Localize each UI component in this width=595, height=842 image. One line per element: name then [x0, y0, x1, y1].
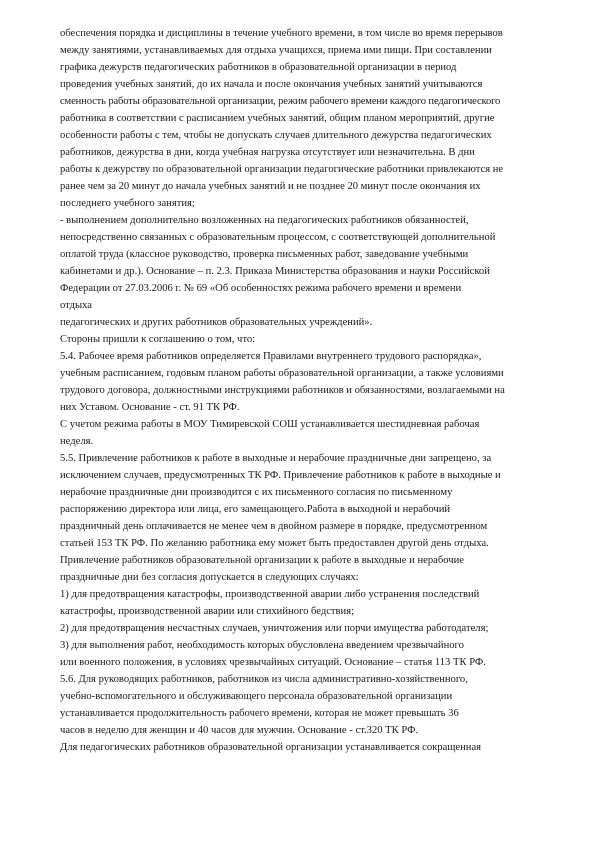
text-line: нерабочие праздничные дни производится с их письменного согласия по письменному [60, 487, 453, 498]
text-line: статьей 153 ТК РФ. По желанию работника ему может быть предоставлен другой день отдыха. [60, 538, 489, 549]
text-line: учебно-вспомогательного и обслуживающего персонала образовательной организации [60, 691, 453, 702]
text-line: отдыха [60, 300, 93, 311]
text-line: последнего учебного занятия; [60, 198, 195, 209]
text-line: исключением случаев, предусмотренных ТК РФ. Привлечение работников к работе в выходные и [60, 470, 501, 481]
text-line: работников, дежурства в дни, когда учебная нагрузка отсутствует или незначительна. В дни [60, 147, 475, 158]
text-line: 3) для выполнения работ, необходимость которых обусловлена введением чрезвычайного [60, 640, 464, 651]
text-line: праздничный день оплачивается не менее чем в двойном размере в порядке, предусмотренном [60, 521, 488, 532]
text-line: распоряжению директора или лица, его замещающего.Работа в выходной и нерабочий [60, 504, 451, 515]
text-line: праздничные дни без согласия допускается в следующих случаях: [60, 572, 359, 583]
text-line: 5.6. Для руководящих работников, работников из числа административно-хозяйственного, [60, 674, 468, 685]
text-line: кабинетами и др.). Основание – п. 2.3. Приказа Министерства образования и науки Российской [60, 266, 490, 277]
text-line: оплатой труда (классное руководство, проверка письменных работ, заведование учебными [60, 249, 469, 260]
text-line: 1) для предотвращения катастрофы, производственной аварии либо устранения последствий [60, 589, 480, 600]
text-line: или военного положения, в условиях чрезвычайных ситуаций. Основание – статья 113 ТК РФ. [60, 657, 486, 668]
text-line: особенности работы с тем, чтобы не допускать случаев длительного дежурства педагогических [60, 130, 492, 141]
text-line: 2) для предотвращения несчастных случаев, уничтожения или порчи имущества работодателя; [60, 623, 489, 634]
text-line: между занятиями, устанавливаемых для отдыха учащихся, приема ими пищи. При составлении [60, 45, 492, 56]
text-line: - выполнением дополнительно возложенных на педагогических работников обязанностей, [60, 215, 469, 226]
text-line: часов в неделю для женщин и 40 часов для мужчин. Основание - ст.320 ТК РФ. [60, 725, 419, 736]
text-line: проведения учебных занятий, до их начала и после окончания учебных занятий учитываются [60, 79, 483, 90]
text-line: учебным расписанием, годовым планом работы образовательной организации, а также условиями [60, 368, 504, 379]
text-line: педагогических и других работников образовательных учреждений». [60, 317, 373, 328]
text-line: трудового договора, должностными инструкциями работников и обязанностями, возлагаемыми на [60, 385, 505, 396]
text-line: Федерации от 27.03.2006 г. № 69 «Об особенностях режима рабочего времени и времени [60, 283, 462, 294]
text-line: неделя. [60, 436, 94, 447]
text-line: них Уставом. Основание - ст. 91 ТК РФ. [60, 402, 240, 413]
text-line: ранее чем за 20 минут до начала учебных занятий и не позднее 20 минут после окончания их [60, 181, 481, 192]
text-line: 5.4. Рабочее время работников определяется Правилами внутреннего трудового распорядка», [60, 351, 482, 362]
text-line: обеспечения порядка и дисциплины в течение учебного времени, в том числе во время перерывов [60, 28, 503, 39]
text-line: работника в соответствии с расписанием учебных занятий, общим планом мероприятий, другие [60, 113, 495, 124]
text-line: устанавливается продолжительность рабочего времени, которая не может превышать 36 [60, 708, 459, 719]
text-line: Стороны пришли к соглашению о том, что: [60, 334, 256, 345]
text-line: графика дежурств педагогических работников в образовательной организации в период [60, 62, 457, 73]
text-line: Для педагогических работников образовательной организации устанавливается сокращенная [60, 742, 482, 753]
text-line: сменность работы образовательной организации, режим рабочего времени каждого педагогического [60, 96, 501, 107]
text-line: непосредственно связанных с образовательным процессом, с соответствующей дополнительной [60, 232, 496, 243]
text-line: катастрофы, производственной аварии или стихийного бедствия; [60, 606, 355, 617]
text-line: работы к дежурству по образовательной организации педагогические работники привлекаются не [60, 164, 504, 175]
text-line: 5.5. Привлечение работников к работе в выходные и нерабочие праздничные дни запрещено, за [60, 453, 492, 464]
text-line: С учетом режима работы в МОУ Тимиревской СОШ устанавливается шестидневная рабочая [60, 419, 480, 430]
text-line: Привлечение работников образовательной организации к работе в выходные и нерабочие [60, 555, 464, 566]
